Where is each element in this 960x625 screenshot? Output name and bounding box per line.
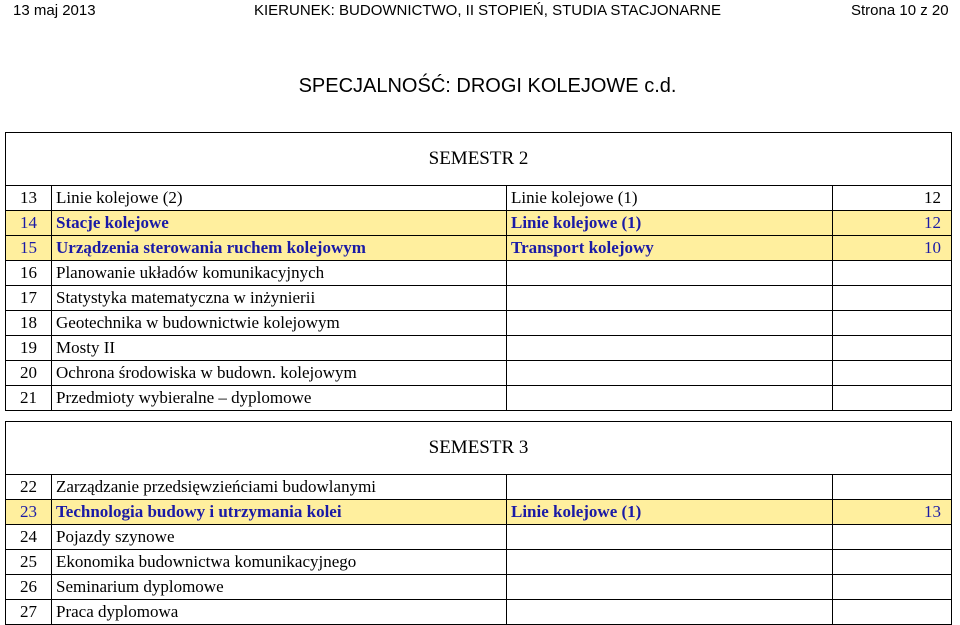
- semester-3-table: [5, 421, 952, 625]
- table-row: [6, 186, 952, 211]
- course-subject: Ochrona środowiska w budown. kolejowym: [52, 361, 507, 386]
- course-subject: Pojazdy szynowe: [52, 525, 507, 550]
- course-number: 19: [6, 336, 52, 361]
- course-code: [833, 475, 952, 500]
- table-row: [6, 475, 952, 500]
- course-prerequisite: Linie kolejowe (1): [507, 211, 833, 236]
- course-code: [833, 386, 952, 411]
- course-subject: Geotechnika w budownictwie kolejowym: [52, 311, 507, 336]
- header-page-number: Strona 10 z 20: [851, 2, 949, 19]
- semester-3-header-row: [6, 422, 952, 475]
- course-number: 22: [6, 475, 52, 500]
- course-code: [833, 336, 952, 361]
- course-number: 26: [6, 575, 52, 600]
- course-subject: Planowanie układów komunikacyjnych: [52, 261, 507, 286]
- course-subject: Technologia budowy i utrzymania kolei: [52, 500, 507, 525]
- course-subject: Statystyka matematyczna w inżynierii: [52, 286, 507, 311]
- header-date: 13 maj 2013: [13, 2, 96, 19]
- course-prerequisite: [507, 475, 833, 500]
- table-row: [6, 575, 952, 600]
- course-code: 12: [833, 186, 952, 211]
- table-row: [6, 311, 952, 336]
- course-prerequisite: [507, 261, 833, 286]
- course-subject: Praca dyplomowa: [52, 600, 507, 625]
- course-prerequisite: [507, 386, 833, 411]
- semester-2-table: [5, 132, 952, 411]
- course-number: 21: [6, 386, 52, 411]
- course-code: [833, 600, 952, 625]
- page-header: [0, 0, 960, 22]
- table-row: [6, 550, 952, 575]
- header-program: KIERUNEK: BUDOWNICTWO, II STOPIEŃ, STUDIA STACJONARNE: [254, 2, 721, 19]
- course-number: 18: [6, 311, 52, 336]
- course-number: 25: [6, 550, 52, 575]
- course-subject: Urządzenia sterowania ruchem kolejowym: [52, 236, 507, 261]
- course-prerequisite: Transport kolejowy: [507, 236, 833, 261]
- course-subject: Stacje kolejowe: [52, 211, 507, 236]
- course-prerequisite: [507, 311, 833, 336]
- course-code: [833, 361, 952, 386]
- table-row: [6, 600, 952, 625]
- course-code: [833, 575, 952, 600]
- course-number: 16: [6, 261, 52, 286]
- course-code: 12: [833, 211, 952, 236]
- course-prerequisite: [507, 361, 833, 386]
- table-row: [6, 525, 952, 550]
- table-row: [6, 236, 952, 261]
- semester-2-label: SEMESTR 2: [6, 133, 952, 186]
- course-prerequisite: Linie kolejowe (1): [507, 500, 833, 525]
- course-subject: Mosty II: [52, 336, 507, 361]
- course-code: 10: [833, 236, 952, 261]
- table-row: [6, 361, 952, 386]
- course-subject: Zarządzanie przedsięwzieńciami budowlanymi: [52, 475, 507, 500]
- course-number: 23: [6, 500, 52, 525]
- table-row: [6, 211, 952, 236]
- course-subject: Przedmioty wybieralne – dyplomowe: [52, 386, 507, 411]
- table-row: [6, 286, 952, 311]
- course-number: 14: [6, 211, 52, 236]
- semester-3-label: SEMESTR 3: [6, 422, 952, 475]
- course-code: [833, 550, 952, 575]
- course-subject: Ekonomika budownictwa komunikacyjnego: [52, 550, 507, 575]
- course-number: 13: [6, 186, 52, 211]
- course-prerequisite: [507, 550, 833, 575]
- table-row: [6, 336, 952, 361]
- course-prerequisite: [507, 600, 833, 625]
- table-row: [6, 261, 952, 286]
- course-prerequisite: [507, 575, 833, 600]
- course-prerequisite: [507, 286, 833, 311]
- course-prerequisite: Linie kolejowe (1): [507, 186, 833, 211]
- course-prerequisite: [507, 336, 833, 361]
- semester-2-header-row: [6, 133, 952, 186]
- table-row: [6, 500, 952, 525]
- course-code: [833, 311, 952, 336]
- course-number: 24: [6, 525, 52, 550]
- course-prerequisite: [507, 525, 833, 550]
- course-code: 13: [833, 500, 952, 525]
- course-number: 17: [6, 286, 52, 311]
- table-row: [6, 386, 952, 411]
- course-code: [833, 286, 952, 311]
- course-subject: Seminarium dyplomowe: [52, 575, 507, 600]
- course-code: [833, 525, 952, 550]
- course-number: 20: [6, 361, 52, 386]
- page-title: SPECJALNOŚĆ: DROGI KOLEJOWE c.d.: [298, 75, 677, 97]
- course-code: [833, 261, 952, 286]
- course-number: 27: [6, 600, 52, 625]
- course-subject: Linie kolejowe (2): [52, 186, 507, 211]
- course-number: 15: [6, 236, 52, 261]
